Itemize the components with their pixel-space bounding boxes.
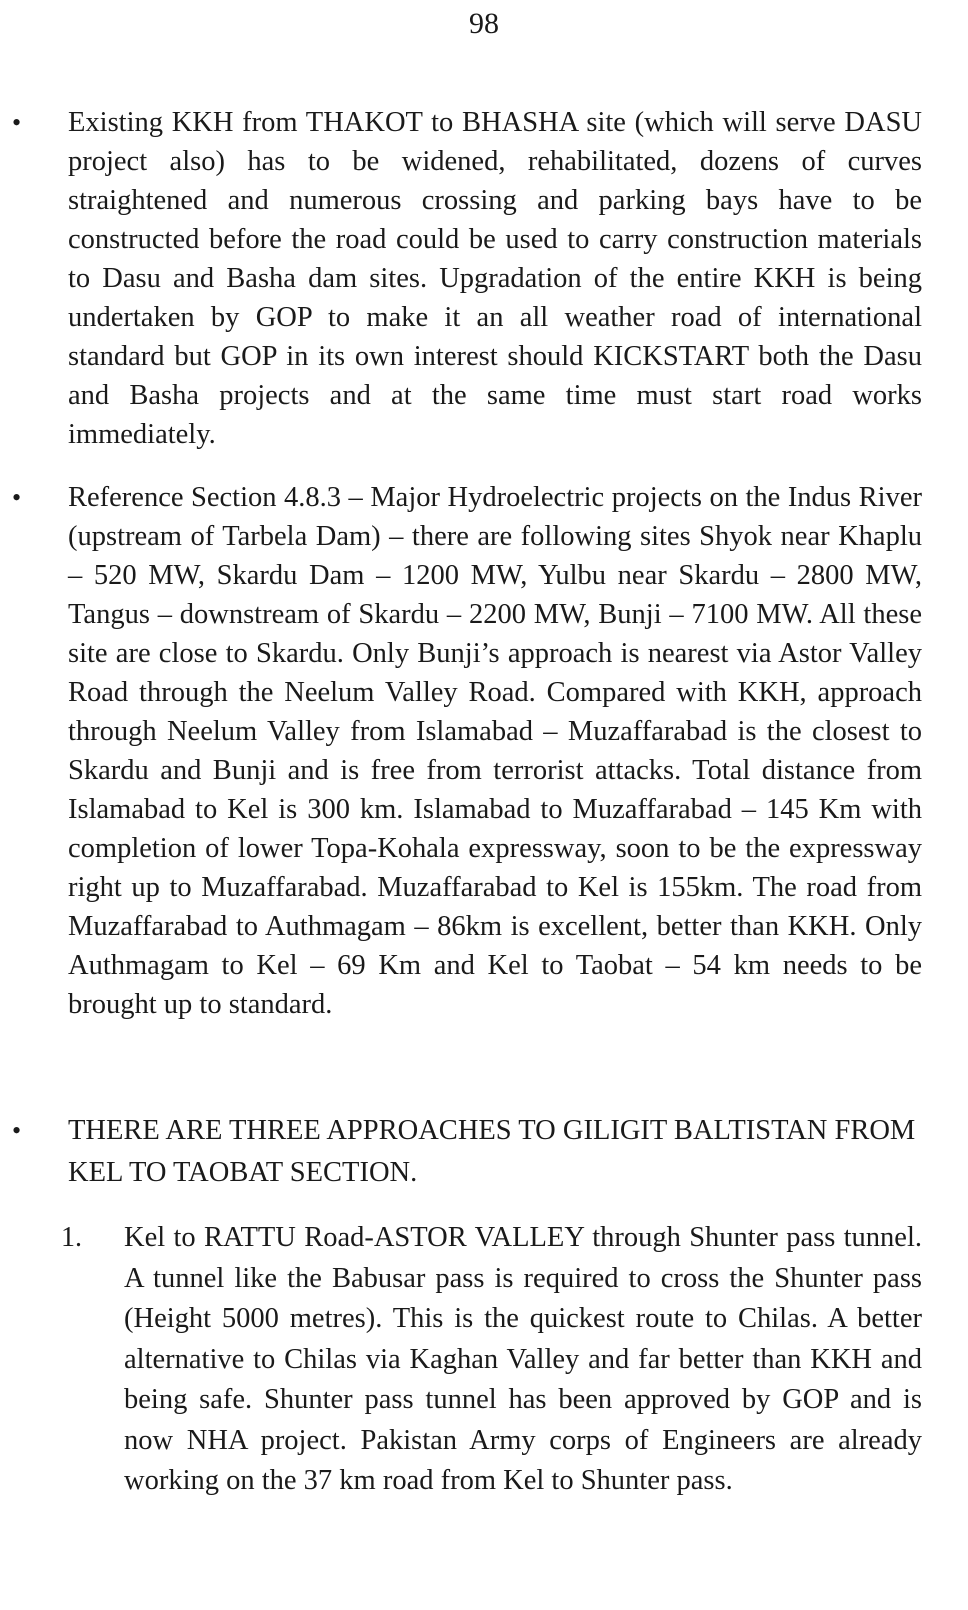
bullet-text: Reference Section 4.8.3 – Major Hydroelectric projects on the Indus River (upstream of Tarbela Dam) – there are following sites Shyok near Khaplu – 520 MW, Skardu Dam – 1200 MW, Yulbu near Skardu – 2800 MW, Tangus – downstream of Skardu – 2200 MW, Bunji – 7100 MW. All these site are close to Skardu. Only Bunji’s approach is nearest via Astor Valley Road through the Neelum Valley Road. Compared with KKH, approach through Neelum Valley from Islamabad – Muzaffarabad is the closest to Skardu and Bunji and is free from terrorist attacks. Total distance from Islamabad to Kel is 300 km. Islamabad to Muzaffarabad – 145 Km with completion of lower Topa-Kohala expressway, soon to be the expressway right up to Muzaffarabad. Muzaffarabad to Kel is 155km. The road from Muzaffarabad to Authmagam – 86km is excellent, better than KKH. Only Authmagam to Kel – 69 Km and Kel to Taobat – 54 km needs to be brought up to standard. [68,482,922,1020]
bullet-item-hydroelectric-projects [12,478,922,1024]
list-number: 1. [61,1222,82,1253]
bullet-marker: • [12,108,22,137]
bullet-item-three-approaches [12,1110,922,1194]
bullet-item-kkh-widening [12,103,922,454]
bullet-marker: • [12,1116,22,1145]
bullet-marker: • [12,483,22,512]
bullet-text: THERE ARE THREE APPROACHES TO GILIGIT BALTISTAN FROM KEL TO TAOBAT SECTION. [68,1115,916,1188]
bullet-text: Existing KKH from THAKOT to BHASHA site (which will serve DASU project also) has to be widened, rehabilitated, dozens of curves straightened and numerous crossing and parking bays have to be constructed before the road could be used to carry construction materials to Dasu and Basha dam sites. Upgradation of the entire KKH is being undertaken by GOP to make it an all weather road of international standard but GOP in its own interest should KICKSTART both the Dasu and Basha projects and at the same time must start road works immediately. [68,107,922,450]
numbered-item-kel-to-rattu [61,1218,922,1502]
page-number: 98 [469,7,499,40]
numbered-text: Kel to RATTU Road-ASTOR VALLEY through Shunter pass tunnel. A tunnel like the Babusar pass is required to cross the Shunter pass (Height 5000 metres). This is the quickest route to Chilas. A better alternative to Chilas via Kaghan Valley and far better than KKH and being safe. Shunter pass tunnel has been approved by GOP and is now NHA project. Pakistan Army corps of Engineers are already working on the 37 km road from Kel to Shunter pass. [124,1222,922,1496]
